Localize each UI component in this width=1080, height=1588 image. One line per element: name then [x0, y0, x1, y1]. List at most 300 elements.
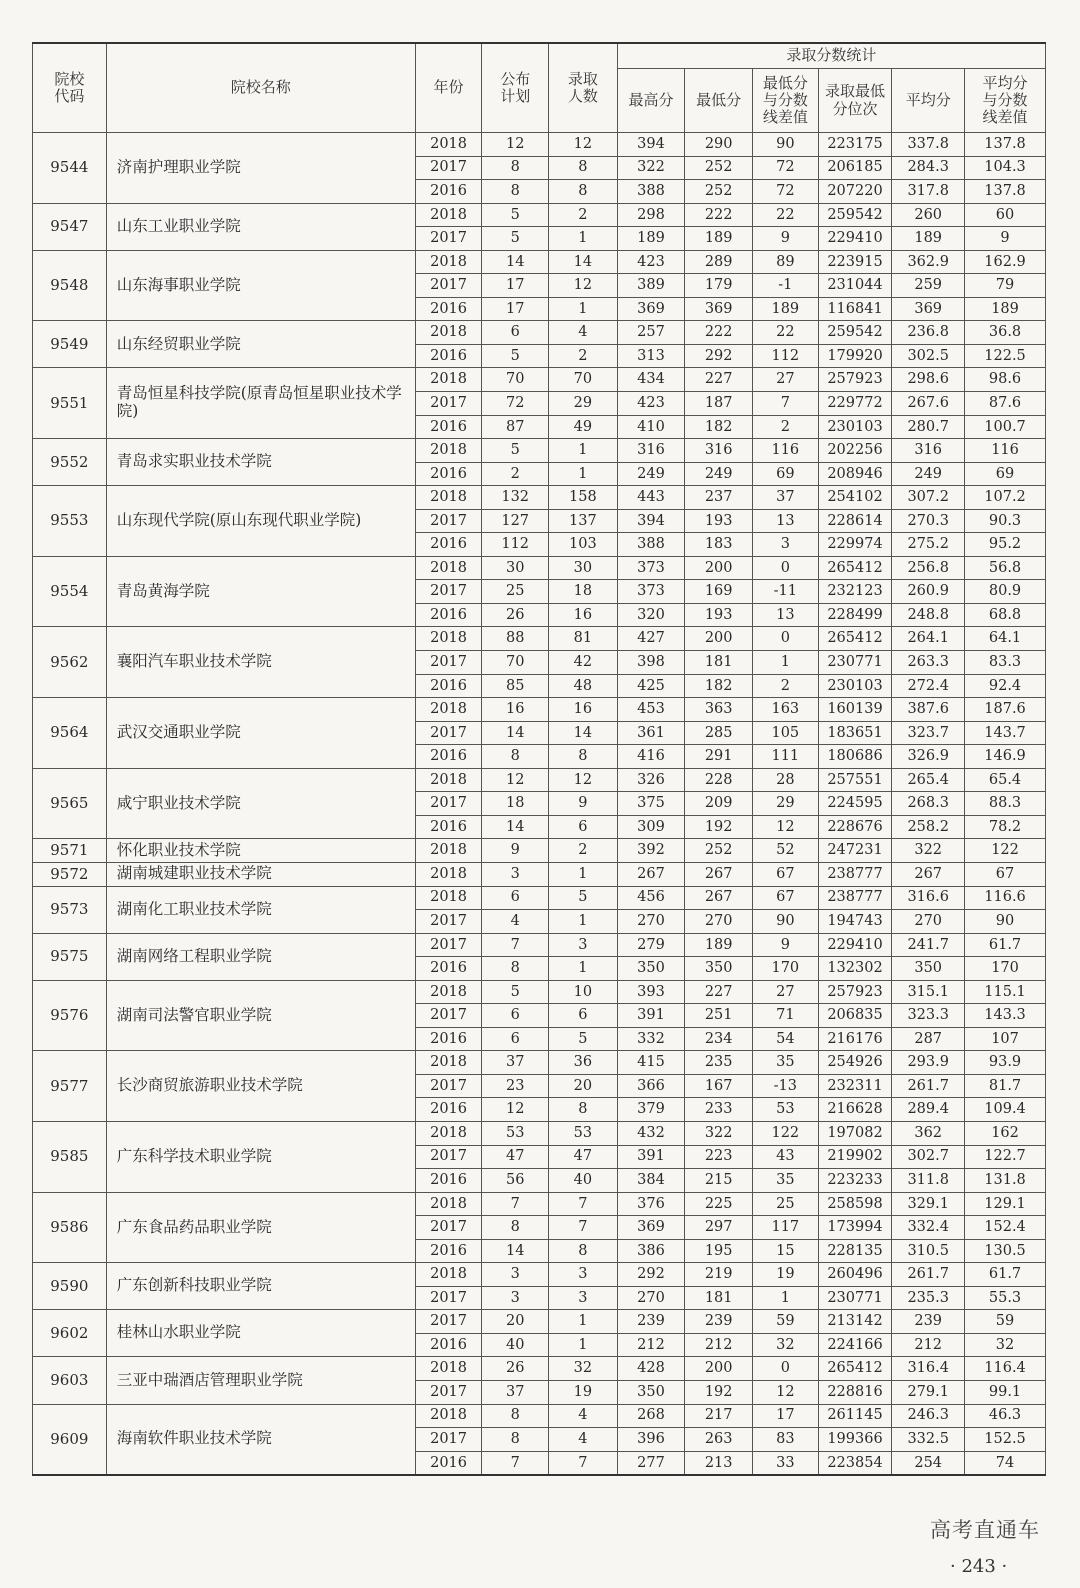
school-code: 9552 — [33, 439, 107, 486]
cell-admitted: 7 — [549, 1451, 618, 1475]
cell-max-score: 391 — [617, 1145, 685, 1169]
cell-max-score: 373 — [617, 580, 685, 604]
cell-year: 2018 — [415, 1192, 482, 1216]
cell-avg-score: 323.3 — [892, 1004, 965, 1028]
cell-min-rank: 228676 — [818, 815, 892, 839]
cell-min-rank: 183651 — [818, 721, 892, 745]
cell-min-score: 252 — [685, 180, 753, 204]
cell-max-score: 309 — [617, 815, 685, 839]
cell-year: 2018 — [415, 250, 482, 274]
cell-admitted: 2 — [549, 839, 618, 863]
cell-min-diff: 33 — [753, 1451, 819, 1475]
cell-max-score: 398 — [617, 651, 685, 675]
cell-min-rank: 260496 — [818, 1263, 892, 1287]
cell-min-score: 322 — [685, 1121, 753, 1145]
cell-min-diff: 112 — [753, 344, 819, 368]
cell-min-diff: 0 — [753, 556, 819, 580]
cell-min-score: 213 — [685, 1451, 753, 1475]
cell-year: 2018 — [415, 1404, 482, 1428]
cell-admitted: 4 — [549, 321, 618, 345]
cell-plan: 7 — [482, 933, 549, 957]
cell-min-diff: 27 — [753, 980, 819, 1004]
cell-admitted: 3 — [549, 933, 618, 957]
cell-plan: 20 — [482, 1310, 549, 1334]
school-name: 青岛求实职业技术学院 — [106, 439, 415, 486]
cell-avg-score: 337.8 — [892, 133, 965, 157]
cell-max-score: 257 — [617, 321, 685, 345]
cell-min-diff: 7 — [753, 392, 819, 416]
cell-min-score: 187 — [685, 392, 753, 416]
cell-admitted: 12 — [549, 768, 618, 792]
cell-avg-diff: 129.1 — [965, 1192, 1046, 1216]
cell-year: 2017 — [415, 227, 482, 251]
cell-min-rank: 197082 — [818, 1121, 892, 1145]
cell-plan: 4 — [482, 910, 549, 934]
cell-year: 2018 — [415, 886, 482, 910]
header-code: 院校 代码 — [33, 43, 107, 133]
cell-admitted: 70 — [549, 368, 618, 392]
cell-avg-score: 332.5 — [892, 1428, 965, 1452]
cell-plan: 8 — [482, 180, 549, 204]
school-code: 9562 — [33, 627, 107, 698]
school-code: 9590 — [33, 1263, 107, 1310]
cell-min-diff: 32 — [753, 1333, 819, 1357]
cell-min-rank: 223233 — [818, 1169, 892, 1193]
cell-avg-diff: 56.8 — [965, 556, 1046, 580]
cell-min-score: 222 — [685, 321, 753, 345]
school-code: 9544 — [33, 133, 107, 204]
cell-avg-score: 236.8 — [892, 321, 965, 345]
cell-min-score: 267 — [685, 886, 753, 910]
cell-plan: 47 — [482, 1145, 549, 1169]
cell-min-score: 227 — [685, 980, 753, 1004]
cell-avg-diff: 107 — [965, 1027, 1046, 1051]
cell-avg-score: 258.2 — [892, 815, 965, 839]
header-min-diff: 最低分 与分数 线差值 — [753, 69, 819, 133]
cell-plan: 17 — [482, 297, 549, 321]
cell-avg-score: 317.8 — [892, 180, 965, 204]
cell-admitted: 19 — [549, 1380, 618, 1404]
cell-avg-score: 239 — [892, 1310, 965, 1334]
cell-avg-diff: 162.9 — [965, 250, 1046, 274]
cell-max-score: 320 — [617, 603, 685, 627]
cell-min-diff: 9 — [753, 933, 819, 957]
cell-plan: 17 — [482, 274, 549, 298]
cell-plan: 6 — [482, 1004, 549, 1028]
cell-avg-diff: 90.3 — [965, 509, 1046, 533]
cell-min-diff: 117 — [753, 1216, 819, 1240]
cell-min-rank: 223915 — [818, 250, 892, 274]
cell-year: 2017 — [415, 274, 482, 298]
table-row — [33, 203, 1046, 227]
cell-max-score: 332 — [617, 1027, 685, 1051]
cell-min-rank: 238777 — [818, 886, 892, 910]
page-number: · 243 · — [950, 1556, 1008, 1577]
cell-admitted: 3 — [549, 1286, 618, 1310]
cell-min-score: 169 — [685, 580, 753, 604]
cell-year: 2017 — [415, 1310, 482, 1334]
cell-avg-diff: 131.8 — [965, 1169, 1046, 1193]
cell-min-diff: 105 — [753, 721, 819, 745]
table-row — [33, 556, 1046, 580]
cell-min-rank: 232311 — [818, 1074, 892, 1098]
cell-year: 2018 — [415, 439, 482, 463]
cell-avg-score: 249 — [892, 462, 965, 486]
cell-max-score: 366 — [617, 1074, 685, 1098]
cell-min-diff: 67 — [753, 886, 819, 910]
table-row — [33, 1310, 1046, 1334]
cell-min-diff: 170 — [753, 957, 819, 981]
cell-min-rank: 247231 — [818, 839, 892, 863]
cell-avg-score: 302.5 — [892, 344, 965, 368]
cell-avg-score: 254 — [892, 1451, 965, 1475]
school-code: 9573 — [33, 886, 107, 933]
cell-plan: 112 — [482, 533, 549, 557]
cell-avg-score: 387.6 — [892, 698, 965, 722]
school-name: 海南软件职业技术学院 — [106, 1404, 415, 1475]
table-row — [33, 627, 1046, 651]
cell-avg-diff: 130.5 — [965, 1239, 1046, 1263]
cell-avg-score: 326.9 — [892, 745, 965, 769]
cell-year: 2018 — [415, 980, 482, 1004]
cell-plan: 37 — [482, 1380, 549, 1404]
cell-admitted: 1 — [549, 957, 618, 981]
cell-max-score: 427 — [617, 627, 685, 651]
cell-plan: 127 — [482, 509, 549, 533]
cell-avg-score: 270 — [892, 910, 965, 934]
school-code: 9577 — [33, 1051, 107, 1122]
cell-year: 2018 — [415, 133, 482, 157]
cell-avg-diff: 36.8 — [965, 321, 1046, 345]
school-code: 9565 — [33, 768, 107, 839]
cell-avg-diff: 146.9 — [965, 745, 1046, 769]
school-name: 怀化职业技术学院 — [106, 839, 415, 863]
cell-admitted: 8 — [549, 156, 618, 180]
cell-avg-score: 235.3 — [892, 1286, 965, 1310]
cell-avg-score: 261.7 — [892, 1263, 965, 1287]
cell-min-diff: 52 — [753, 839, 819, 863]
school-code: 9585 — [33, 1121, 107, 1192]
cell-year: 2018 — [415, 627, 482, 651]
cell-min-score: 200 — [685, 556, 753, 580]
cell-max-score: 270 — [617, 1286, 685, 1310]
cell-max-score: 292 — [617, 1263, 685, 1287]
cell-plan: 14 — [482, 815, 549, 839]
cell-year: 2018 — [415, 203, 482, 227]
cell-min-rank: 230103 — [818, 674, 892, 698]
cell-min-rank: 228499 — [818, 603, 892, 627]
cell-admitted: 81 — [549, 627, 618, 651]
cell-plan: 26 — [482, 603, 549, 627]
cell-avg-score: 293.9 — [892, 1051, 965, 1075]
cell-plan: 3 — [482, 862, 549, 886]
cell-max-score: 326 — [617, 768, 685, 792]
cell-year: 2016 — [415, 533, 482, 557]
table-body — [33, 133, 1046, 1476]
cell-min-diff: 28 — [753, 768, 819, 792]
cell-admitted: 4 — [549, 1404, 618, 1428]
cell-admitted: 18 — [549, 580, 618, 604]
cell-min-score: 217 — [685, 1404, 753, 1428]
school-code: 9575 — [33, 933, 107, 980]
cell-min-rank: 231044 — [818, 274, 892, 298]
cell-plan: 14 — [482, 1239, 549, 1263]
cell-min-rank: 223175 — [818, 133, 892, 157]
cell-plan: 72 — [482, 392, 549, 416]
cell-plan: 12 — [482, 133, 549, 157]
cell-avg-score: 316 — [892, 439, 965, 463]
cell-min-diff: 189 — [753, 297, 819, 321]
cell-max-score: 410 — [617, 415, 685, 439]
cell-admitted: 8 — [549, 1239, 618, 1263]
cell-avg-score: 272.4 — [892, 674, 965, 698]
cell-admitted: 40 — [549, 1169, 618, 1193]
cell-plan: 70 — [482, 368, 549, 392]
cell-plan: 30 — [482, 556, 549, 580]
cell-max-score: 389 — [617, 274, 685, 298]
cell-min-score: 239 — [685, 1310, 753, 1334]
cell-max-score: 369 — [617, 1216, 685, 1240]
table-row — [33, 439, 1046, 463]
cell-min-diff: 71 — [753, 1004, 819, 1028]
cell-avg-diff: 122.5 — [965, 344, 1046, 368]
cell-min-rank: 228614 — [818, 509, 892, 533]
cell-avg-score: 315.1 — [892, 980, 965, 1004]
cell-min-score: 189 — [685, 227, 753, 251]
cell-year: 2016 — [415, 745, 482, 769]
cell-plan: 6 — [482, 886, 549, 910]
cell-min-diff: 53 — [753, 1098, 819, 1122]
cell-min-rank: 194743 — [818, 910, 892, 934]
cell-avg-score: 316.6 — [892, 886, 965, 910]
cell-avg-diff: 115.1 — [965, 980, 1046, 1004]
cell-min-score: 291 — [685, 745, 753, 769]
cell-min-diff: 0 — [753, 627, 819, 651]
header-stats-group: 录取分数统计 — [617, 43, 1045, 69]
cell-year: 2016 — [415, 1451, 482, 1475]
cell-max-score: 393 — [617, 980, 685, 1004]
cell-avg-diff: 92.4 — [965, 674, 1046, 698]
cell-avg-diff: 64.1 — [965, 627, 1046, 651]
cell-avg-score: 369 — [892, 297, 965, 321]
cell-max-score: 267 — [617, 862, 685, 886]
cell-max-score: 212 — [617, 1333, 685, 1357]
cell-plan: 37 — [482, 1051, 549, 1075]
cell-min-rank: 179920 — [818, 344, 892, 368]
cell-min-diff: 2 — [753, 415, 819, 439]
cell-max-score: 432 — [617, 1121, 685, 1145]
cell-year: 2016 — [415, 180, 482, 204]
cell-min-rank: 180686 — [818, 745, 892, 769]
cell-avg-diff: 116 — [965, 439, 1046, 463]
cell-min-score: 228 — [685, 768, 753, 792]
cell-admitted: 1 — [549, 1333, 618, 1357]
cell-admitted: 8 — [549, 180, 618, 204]
cell-admitted: 20 — [549, 1074, 618, 1098]
cell-year: 2016 — [415, 1098, 482, 1122]
cell-admitted: 1 — [549, 910, 618, 934]
cell-max-score: 392 — [617, 839, 685, 863]
cell-avg-score: 246.3 — [892, 1404, 965, 1428]
cell-min-rank: 265412 — [818, 1357, 892, 1381]
cell-plan: 8 — [482, 156, 549, 180]
cell-min-diff: 90 — [753, 910, 819, 934]
cell-min-rank: 259542 — [818, 203, 892, 227]
school-name: 青岛黄海学院 — [106, 556, 415, 627]
cell-avg-score: 316.4 — [892, 1357, 965, 1381]
cell-max-score: 425 — [617, 674, 685, 698]
cell-min-score: 235 — [685, 1051, 753, 1075]
cell-min-score: 181 — [685, 651, 753, 675]
cell-min-rank: 116841 — [818, 297, 892, 321]
cell-avg-diff: 80.9 — [965, 580, 1046, 604]
cell-year: 2017 — [415, 1216, 482, 1240]
cell-min-rank: 254926 — [818, 1051, 892, 1075]
cell-min-rank: 224166 — [818, 1333, 892, 1357]
cell-admitted: 7 — [549, 1192, 618, 1216]
cell-avg-diff: 74 — [965, 1451, 1046, 1475]
cell-admitted: 1 — [549, 227, 618, 251]
cell-avg-diff: 122 — [965, 839, 1046, 863]
cell-avg-score: 307.2 — [892, 486, 965, 510]
cell-max-score: 239 — [617, 1310, 685, 1334]
table-row — [33, 698, 1046, 722]
cell-min-diff: -13 — [753, 1074, 819, 1098]
table-header — [33, 43, 1046, 133]
cell-min-rank: 229974 — [818, 533, 892, 557]
cell-min-score: 192 — [685, 815, 753, 839]
cell-avg-diff: 46.3 — [965, 1404, 1046, 1428]
cell-min-score: 193 — [685, 603, 753, 627]
cell-min-diff: 22 — [753, 203, 819, 227]
cell-plan: 5 — [482, 203, 549, 227]
cell-avg-score: 362.9 — [892, 250, 965, 274]
cell-admitted: 1 — [549, 1310, 618, 1334]
cell-min-score: 215 — [685, 1169, 753, 1193]
cell-plan: 5 — [482, 439, 549, 463]
cell-admitted: 5 — [549, 886, 618, 910]
table-row — [33, 1192, 1046, 1216]
cell-year: 2018 — [415, 1263, 482, 1287]
cell-year: 2017 — [415, 392, 482, 416]
cell-min-diff: 12 — [753, 815, 819, 839]
cell-min-diff: 69 — [753, 462, 819, 486]
cell-min-score: 167 — [685, 1074, 753, 1098]
cell-min-rank: 238777 — [818, 862, 892, 886]
cell-min-diff: -11 — [753, 580, 819, 604]
header-min-rank: 录取最低 分位次 — [818, 69, 892, 133]
cell-year: 2018 — [415, 862, 482, 886]
cell-min-rank: 216628 — [818, 1098, 892, 1122]
cell-min-score: 363 — [685, 698, 753, 722]
cell-avg-score: 212 — [892, 1333, 965, 1357]
cell-avg-score: 302.7 — [892, 1145, 965, 1169]
cell-avg-score: 362 — [892, 1121, 965, 1145]
cell-min-diff: 89 — [753, 250, 819, 274]
cell-avg-score: 323.7 — [892, 721, 965, 745]
cell-avg-diff: 81.7 — [965, 1074, 1046, 1098]
cell-year: 2016 — [415, 1333, 482, 1357]
cell-avg-score: 248.8 — [892, 603, 965, 627]
cell-min-rank: 265412 — [818, 627, 892, 651]
cell-avg-diff: 104.3 — [965, 156, 1046, 180]
cell-admitted: 6 — [549, 1004, 618, 1028]
cell-min-diff: 13 — [753, 509, 819, 533]
cell-min-score: 285 — [685, 721, 753, 745]
cell-year: 2016 — [415, 603, 482, 627]
cell-year: 2018 — [415, 368, 482, 392]
cell-min-diff: 83 — [753, 1428, 819, 1452]
cell-admitted: 5 — [549, 1027, 618, 1051]
school-name: 济南护理职业学院 — [106, 133, 415, 204]
cell-avg-diff: 61.7 — [965, 933, 1046, 957]
cell-plan: 53 — [482, 1121, 549, 1145]
admission-score-table — [32, 42, 1046, 1476]
cell-avg-diff: 143.7 — [965, 721, 1046, 745]
header-max: 最高分 — [617, 69, 685, 133]
cell-avg-diff: 83.3 — [965, 651, 1046, 675]
cell-avg-diff: 93.9 — [965, 1051, 1046, 1075]
cell-year: 2017 — [415, 1380, 482, 1404]
cell-min-rank: 219902 — [818, 1145, 892, 1169]
school-code: 9572 — [33, 862, 107, 886]
cell-avg-diff: 152.4 — [965, 1216, 1046, 1240]
cell-min-diff: 59 — [753, 1310, 819, 1334]
cell-min-rank: 223854 — [818, 1451, 892, 1475]
cell-avg-diff: 109.4 — [965, 1098, 1046, 1122]
cell-min-rank: 229410 — [818, 933, 892, 957]
cell-min-diff: 67 — [753, 862, 819, 886]
table-row — [33, 1357, 1046, 1381]
cell-avg-diff: 67 — [965, 862, 1046, 886]
cell-avg-diff: 88.3 — [965, 792, 1046, 816]
cell-min-diff: 13 — [753, 603, 819, 627]
school-name: 广东科学技术职业学院 — [106, 1121, 415, 1192]
cell-max-score: 391 — [617, 1004, 685, 1028]
cell-avg-diff: 162 — [965, 1121, 1046, 1145]
cell-plan: 9 — [482, 839, 549, 863]
cell-min-rank: 230771 — [818, 1286, 892, 1310]
cell-min-diff: 35 — [753, 1051, 819, 1075]
cell-year: 2016 — [415, 674, 482, 698]
cell-avg-diff: 107.2 — [965, 486, 1046, 510]
cell-min-rank: 229410 — [818, 227, 892, 251]
cell-admitted: 1 — [549, 862, 618, 886]
cell-avg-score: 241.7 — [892, 933, 965, 957]
cell-min-diff: 12 — [753, 1380, 819, 1404]
table-row — [33, 321, 1046, 345]
cell-year: 2017 — [415, 156, 482, 180]
cell-admitted: 47 — [549, 1145, 618, 1169]
school-code: 9571 — [33, 839, 107, 863]
cell-min-score: 200 — [685, 1357, 753, 1381]
cell-year: 2017 — [415, 1428, 482, 1452]
cell-min-rank: 261145 — [818, 1404, 892, 1428]
cell-avg-score: 264.1 — [892, 627, 965, 651]
cell-min-score: 267 — [685, 862, 753, 886]
cell-min-diff: 25 — [753, 1192, 819, 1216]
cell-avg-diff: 59 — [965, 1310, 1046, 1334]
table-row — [33, 768, 1046, 792]
school-code: 9576 — [33, 980, 107, 1051]
cell-plan: 87 — [482, 415, 549, 439]
cell-year: 2017 — [415, 933, 482, 957]
cell-admitted: 103 — [549, 533, 618, 557]
school-code: 9553 — [33, 486, 107, 557]
cell-min-rank: 173994 — [818, 1216, 892, 1240]
cell-min-score: 297 — [685, 1216, 753, 1240]
cell-admitted: 6 — [549, 815, 618, 839]
